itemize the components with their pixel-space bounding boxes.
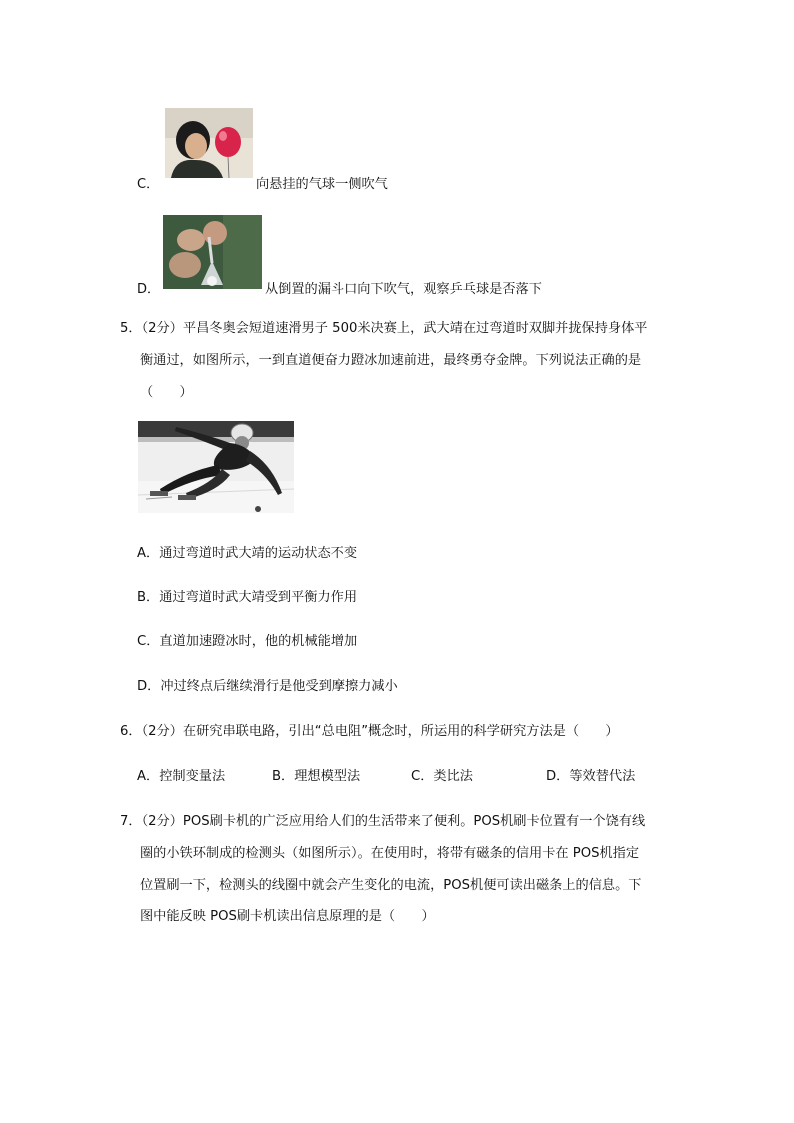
q5-option-d: D．冲过终点后继续滑行是他受到摩擦力减小: [137, 679, 398, 694]
q6-option-b: B．理想模型法: [272, 769, 361, 784]
q5-option-a: A．通过弯道时武大靖的运动状态不变: [137, 546, 358, 561]
q5-stem-line-2: 衡通过，如图所示，一到直道便奋力蹬冰加速前进，最终勇夺金牌。下列说法正确的是: [140, 353, 642, 368]
q4-option-c-label: C．: [137, 177, 160, 192]
q7-stem-line-3: 位置刷一下，检测头的线圈中就会产生变化的电流，POS机便可读出磁条上的信息。下: [140, 878, 642, 893]
funnel-photo: [163, 215, 262, 289]
q7-stem-line-1: 7．（2分）POS刷卡机的广泛应用给人们的生活带来了便利。POS机刷卡位置有一个饶有线: [120, 814, 646, 829]
q4-option-c-text: 向悬挂的气球一侧吹气: [256, 177, 388, 192]
q5-option-c: C．直道加速蹬冰时，他的机械能增加: [137, 634, 358, 649]
balloon-photo: [165, 108, 253, 178]
q6-option-a: A．控制变量法: [137, 769, 226, 784]
q7-stem-line-2: 圈的小铁环制成的检测头（如图所示）。在使用时，将带有磁条的信用卡在 POS机指定: [140, 846, 640, 861]
q4-option-d-label: D．: [137, 282, 161, 297]
q5-stem-line-1: 5．（2分）平昌冬奥会短道速滑男子 500米决赛上，武大靖在过弯道时双脚并拢保持身体平: [120, 321, 648, 336]
q6-option-d: D．等效替代法: [546, 769, 636, 784]
q4-option-d-text: 从倒置的漏斗口向下吹气，观察乒乓球是否落下: [265, 282, 542, 297]
speed-skater-photo: [138, 421, 294, 513]
q6-option-c: C．类比法: [411, 769, 473, 784]
q6-stem: 6．（2分）在研究串联电路，引出“总电阻”概念时，所运用的科学研究方法是（ ）: [120, 724, 619, 739]
q7-stem-line-4: 图中能反映 POS刷卡机读出信息原理的是（ ）: [140, 909, 435, 924]
q5-stem-line-3: （ ）: [140, 385, 193, 400]
q5-option-b: B．通过弯道时武大靖受到平衡力作用: [137, 590, 358, 605]
